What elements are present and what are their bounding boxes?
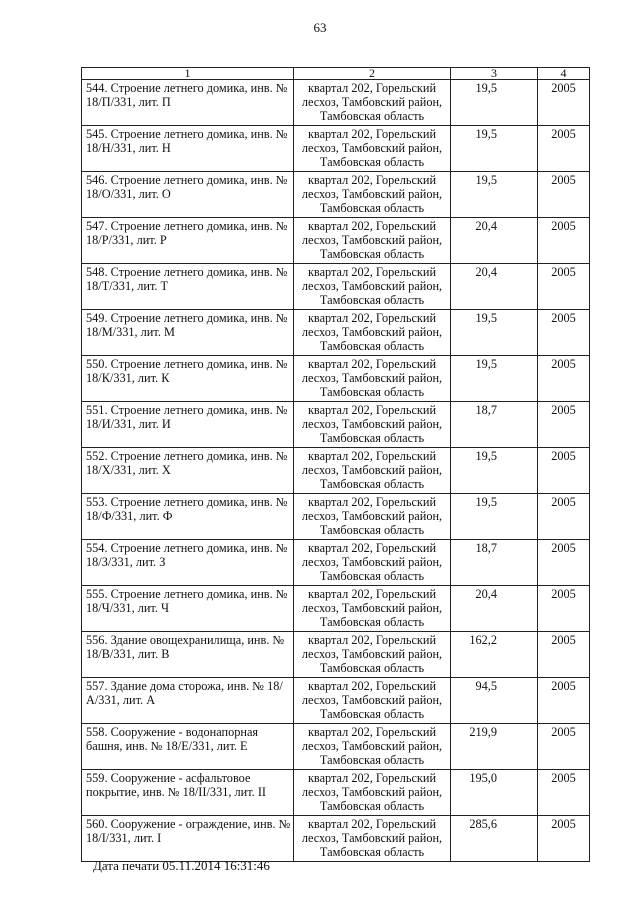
table-row bbox=[82, 310, 590, 356]
area-cell: 19,5 bbox=[451, 80, 538, 126]
address-cell: квартал 202, Горельский лесхоз, Тамбовский район, Тамбовская область bbox=[294, 172, 451, 218]
address-cell: квартал 202, Горельский лесхоз, Тамбовский район, Тамбовская область bbox=[294, 356, 451, 402]
object-name-cell: 557. Здание дома сторожа, инв. № 18/А/331, лит. А bbox=[82, 678, 294, 724]
table-row bbox=[82, 80, 590, 126]
object-name-cell: 556. Здание овощехранилища, инв. № 18/В/331, лит. В bbox=[82, 632, 294, 678]
object-name-cell: 560. Сооружение - ограждение, инв. № 18/I/331, лит. I bbox=[82, 816, 294, 862]
area-cell: 20,4 bbox=[451, 586, 538, 632]
area-cell: 195,0 bbox=[451, 770, 538, 816]
table-row bbox=[82, 218, 590, 264]
year-cell: 2005 bbox=[538, 724, 590, 770]
object-name-cell: 553. Строение летнего домика, инв. № 18/Ф/331, лит. Ф bbox=[82, 494, 294, 540]
table-row bbox=[82, 770, 590, 816]
address-cell: квартал 202, Горельский лесхоз, Тамбовский район, Тамбовская область bbox=[294, 770, 451, 816]
year-cell: 2005 bbox=[538, 540, 590, 586]
table-row bbox=[82, 724, 590, 770]
object-name-cell: 547. Строение летнего домика, инв. № 18/Р/331, лит. Р bbox=[82, 218, 294, 264]
table-row bbox=[82, 448, 590, 494]
area-cell: 18,7 bbox=[451, 540, 538, 586]
area-cell: 162,2 bbox=[451, 632, 538, 678]
year-cell: 2005 bbox=[538, 172, 590, 218]
address-cell: квартал 202, Горельский лесхоз, Тамбовский район, Тамбовская область bbox=[294, 80, 451, 126]
area-cell: 285,6 bbox=[451, 816, 538, 862]
object-name-cell: 559. Сооружение - асфальтовое покрытие, инв. № 18/II/331, лит. II bbox=[82, 770, 294, 816]
column-header-4: 4 bbox=[538, 68, 590, 80]
year-cell: 2005 bbox=[538, 80, 590, 126]
area-cell: 19,5 bbox=[451, 448, 538, 494]
area-cell: 94,5 bbox=[451, 678, 538, 724]
table-row bbox=[82, 540, 590, 586]
address-cell: квартал 202, Горельский лесхоз, Тамбовский район, Тамбовская область bbox=[294, 540, 451, 586]
object-name-cell: 546. Строение летнего домика, инв. № 18/О/331, лит. О bbox=[82, 172, 294, 218]
table-row bbox=[82, 494, 590, 540]
object-name-cell: 558. Сооружение - водонапорная башня, инв. № 18/Е/331, лит. Е bbox=[82, 724, 294, 770]
table-row bbox=[82, 402, 590, 448]
object-name-cell: 551. Строение летнего домика, инв. № 18/И/331, лит. И bbox=[82, 402, 294, 448]
object-name-cell: 549. Строение летнего домика, инв. № 18/М/331, лит. М bbox=[82, 310, 294, 356]
year-cell: 2005 bbox=[538, 678, 590, 724]
object-name-cell: 548. Строение летнего домика, инв. № 18/Т/331, лит. Т bbox=[82, 264, 294, 310]
area-cell: 19,5 bbox=[451, 126, 538, 172]
print-date-footer: Дата печати 05.11.2014 16:31:46 bbox=[93, 858, 270, 873]
table-row bbox=[82, 172, 590, 218]
address-cell: квартал 202, Горельский лесхоз, Тамбовский район, Тамбовская область bbox=[294, 264, 451, 310]
area-cell: 19,5 bbox=[451, 172, 538, 218]
address-cell: квартал 202, Горельский лесхоз, Тамбовский район, Тамбовская область bbox=[294, 632, 451, 678]
table-row bbox=[82, 126, 590, 172]
year-cell: 2005 bbox=[538, 356, 590, 402]
area-cell: 19,5 bbox=[451, 356, 538, 402]
table-row bbox=[82, 632, 590, 678]
area-cell: 219,9 bbox=[451, 724, 538, 770]
address-cell: квартал 202, Горельский лесхоз, Тамбовский район, Тамбовская область bbox=[294, 448, 451, 494]
object-name-cell: 545. Строение летнего домика, инв. № 18/Н/331, лит. Н bbox=[82, 126, 294, 172]
address-cell: квартал 202, Горельский лесхоз, Тамбовский район, Тамбовская область bbox=[294, 724, 451, 770]
address-cell: квартал 202, Горельский лесхоз, Тамбовский район, Тамбовская область bbox=[294, 126, 451, 172]
year-cell: 2005 bbox=[538, 816, 590, 862]
year-cell: 2005 bbox=[538, 218, 590, 264]
table-row bbox=[82, 816, 590, 862]
object-name-cell: 550. Строение летнего домика, инв. № 18/К/331, лит. К bbox=[82, 356, 294, 402]
table-header-row bbox=[82, 68, 590, 80]
column-header-3: 3 bbox=[451, 68, 538, 80]
area-cell: 19,5 bbox=[451, 494, 538, 540]
area-cell: 18,7 bbox=[451, 402, 538, 448]
year-cell: 2005 bbox=[538, 586, 590, 632]
address-cell: квартал 202, Горельский лесхоз, Тамбовский район, Тамбовская область bbox=[294, 816, 451, 862]
year-cell: 2005 bbox=[538, 448, 590, 494]
year-cell: 2005 bbox=[538, 264, 590, 310]
object-name-cell: 552. Строение летнего домика, инв. № 18/Х/331, лит. Х bbox=[82, 448, 294, 494]
object-name-cell: 555. Строение летнего домика, инв. № 18/Ч/331, лит. Ч bbox=[82, 586, 294, 632]
property-table bbox=[81, 67, 590, 862]
address-cell: квартал 202, Горельский лесхоз, Тамбовский район, Тамбовская область bbox=[294, 586, 451, 632]
year-cell: 2005 bbox=[538, 126, 590, 172]
table-row bbox=[82, 264, 590, 310]
object-name-cell: 544. Строение летнего домика, инв. № 18/П/331, лит. П bbox=[82, 80, 294, 126]
address-cell: квартал 202, Горельский лесхоз, Тамбовский район, Тамбовская область bbox=[294, 218, 451, 264]
year-cell: 2005 bbox=[538, 310, 590, 356]
year-cell: 2005 bbox=[538, 402, 590, 448]
area-cell: 19,5 bbox=[451, 310, 538, 356]
area-cell: 20,4 bbox=[451, 218, 538, 264]
address-cell: квартал 202, Горельский лесхоз, Тамбовский район, Тамбовская область bbox=[294, 678, 451, 724]
address-cell: квартал 202, Горельский лесхоз, Тамбовский район, Тамбовская область bbox=[294, 310, 451, 356]
year-cell: 2005 bbox=[538, 632, 590, 678]
column-header-2: 2 bbox=[294, 68, 451, 80]
object-name-cell: 554. Строение летнего домика, инв. № 18/З/331, лит. З bbox=[82, 540, 294, 586]
table-row bbox=[82, 586, 590, 632]
address-cell: квартал 202, Горельский лесхоз, Тамбовский район, Тамбовская область bbox=[294, 494, 451, 540]
table-row bbox=[82, 678, 590, 724]
address-cell: квартал 202, Горельский лесхоз, Тамбовский район, Тамбовская область bbox=[294, 402, 451, 448]
page-number: 63 bbox=[313, 20, 327, 35]
area-cell: 20,4 bbox=[451, 264, 538, 310]
column-header-1: 1 bbox=[82, 68, 294, 80]
table-row bbox=[82, 356, 590, 402]
year-cell: 2005 bbox=[538, 494, 590, 540]
year-cell: 2005 bbox=[538, 770, 590, 816]
